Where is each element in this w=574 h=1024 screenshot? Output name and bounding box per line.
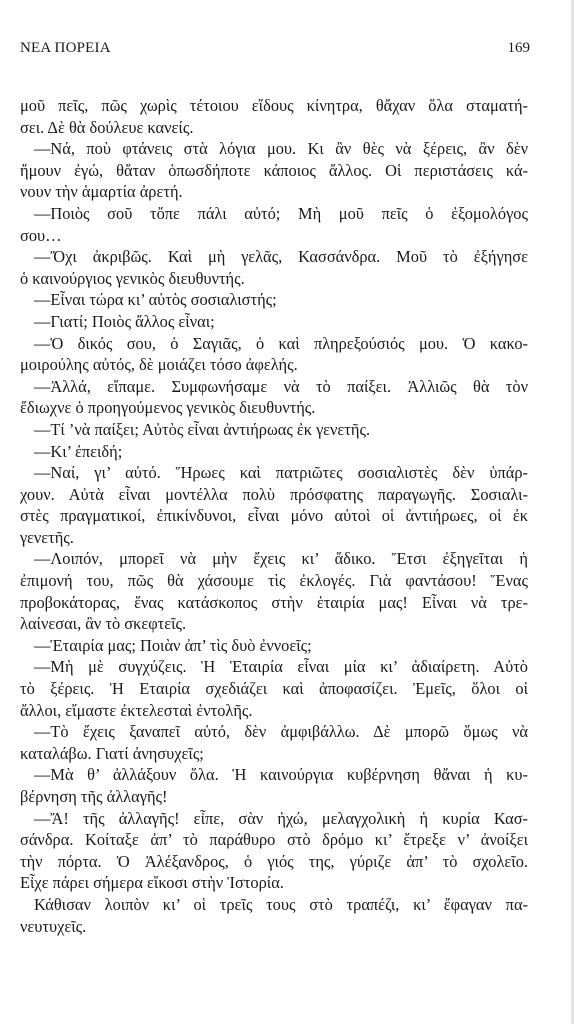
body-text (20, 95, 528, 937)
text-line: Κάθισαν λοιπὸν κι’ οἱ τρεῖς τους στὸ τραπέζι, κι’ ἔφαγαν πα- (34, 894, 528, 914)
text-line: Εἶχε πάρει σήμερα εἴκοσι στὴν Ἱστορία. (20, 873, 284, 893)
text-line: στὲς πραγματικοί, ἐπικίνδυνοι, εἶναι μόνο αὐτοὶ οἱ ἀντιήρωες, οἱ ἐκ (20, 506, 528, 526)
text-line: σάνδρα. Κοίταξε ἀπ’ τὸ παράθυρο στὸ δρόμο κι’ ἔτρεξε ν’ ἀνοίξει (20, 830, 528, 850)
text-line: —Ὄχι ἀκριβῶς. Καὶ μὴ γελᾶς, Κασσάνδρα. Μοῦ τὸ ἐξήγησε (34, 247, 528, 267)
text-line: τὸ ξέρεις. Ἡ Εταιρία σχεδιάζει καὶ ἀποφασίζει. Ἐμεῖς, ὅλοι οἱ (20, 679, 528, 699)
text-line: γενετῆς. (20, 527, 74, 547)
text-line: —Μὰ θ’ ἀλλάξουν ὅλα. Ἡ καινούργια κυβέρνηση θἄναι ἡ κυ- (34, 765, 528, 785)
text-line: —Νά, ποὺ φτάνεις στὰ λόγια μου. Κι ἂν θὲς νὰ ξέρεις, ἂν δὲν (34, 139, 528, 159)
text-line: ἐπιμονή του, πῶς θὰ χάσουμε τὶς ἐκλογές. Γιὰ φαντάσου! Ἕνας (20, 571, 528, 591)
text-line: —Ποιὸς σοῦ τὄπε πάλι αὐτό; Μὴ μοῦ πεῖς ὁ ἐξομολόγος (34, 203, 528, 223)
text-line: —Ἑταιρία μας; Ποιὰν ἀπ’ τὶς δυὸ ἐννοεῖς; (34, 635, 312, 655)
text-line: νευτυχεῖς. (20, 916, 87, 936)
text-line: ἔδιωχνε ὁ προηγούμενος γενικὸς διευθυντής. (20, 398, 316, 418)
text-line: βέρνηση τῆς ἀλλαγῆς! (20, 787, 168, 806)
text-line: μοιρούλης αὐτός, δὲ μοιάζει τόσο ἀφελής. (20, 355, 298, 375)
running-head: ΝΕΑ ΠΟΡΕΙΑ (20, 40, 111, 56)
text-line: —Τί ’νὰ παίξει; Αὐτὸς εἶναι ἀντιήρωας ἐκ γενετῆς. (34, 419, 371, 439)
text-line: —Ναί, γι’ αὐτό. Ἥρωες καὶ πατριῶτες σοσιαλιστὲς δὲν ὑπάρ- (34, 463, 528, 483)
text-line: μοῦ πεῖς, πῶς χωρὶς τέτοιου εἴδους κίνητρα, θἄχαν ὅλα σταματή- (20, 96, 528, 115)
page-number: 169 (507, 40, 530, 56)
text-line: καταλάβω. Γιατί ἀνησυχεῖς; (20, 743, 204, 763)
text-line: ὁ καινούργιος γενικὸς διευθυντής. (20, 268, 245, 288)
text-line: —Ὁ δικός σου, ὁ Σαγιᾶς, ὁ καὶ πληρεξούσιός μου. Ὁ κακο- (34, 333, 528, 353)
text-line: σου… (20, 225, 62, 245)
text-line: ἤμουν ἐγώ, θἄταν ὁπωσδήποτε κάποιος ἄλλος. Οἱ περιστάσεις κά- (20, 160, 528, 180)
text-line: —Κι’ ἐπειδή; (34, 441, 123, 461)
text-line: ἄλλοι, εἴμαστε ἐκτελεσταὶ ἐντολῆς. (20, 700, 253, 720)
text-line: χουν. Αὐτὰ εἶναι μοντέλλα πολὺ πρόσφατης παραγωγῆς. Σοσιαλι- (20, 484, 528, 504)
text-line: σει. Δὲ θὰ δούλευε κανείς. (20, 117, 194, 137)
text-line: —Εἶναι τώρα κι’ αὐτὸς σοσιαλιστής; (34, 290, 277, 310)
text-line: —Ἀλλά, εἴπαμε. Συμφωνήσαμε νὰ τὸ παίξει. Ἀλλιῶς θὰ τὸν (34, 376, 528, 396)
text-line: —Γιατί; Ποιὸς ἄλλος εἶναι; (34, 311, 215, 331)
text-line: —Τὸ ἔχεις ξαναπεῖ αὐτό, δὲν ἀμφιβάλλω. Δὲ μπορῶ ὅμως νὰ (34, 722, 528, 742)
text-line: —Ἄ! τῆς ἀλλαγῆς! εἶπε, σὰν ἠχώ, μελαγχολικὴ ἡ κυρία Κασ- (34, 808, 528, 828)
text-line: προβοκάτορας, ἕνας κατάσκοπος στὴν ἑταιρία μας! Εἶναι νὰ τρε- (20, 592, 528, 612)
text-line: —Μὴ μὲ συγχύζεις. Ἡ Ἑταιρία εἶναι μία κι’ ἀδιαίρετη. Αὐτὸ (34, 657, 528, 677)
text-line: τὴν πόρτα. Ὁ Ἀλέξανδρος, ὁ γιός της, γύριζε ἀπ’ τὸ σχολεῖο. (20, 851, 528, 871)
text-line: νουν τὴν ἁμαρτία ἀρετή. (20, 182, 183, 202)
text-line: —Λοιπόν, μπορεῖ νὰ μὴν ἔχεις κι’ ἄδικο. Ἔτσι ἐξηγεῖται ἡ (34, 549, 528, 569)
text-line: λαίνεσαι, ἂν τὸ σκεφτεῖς. (20, 614, 187, 634)
